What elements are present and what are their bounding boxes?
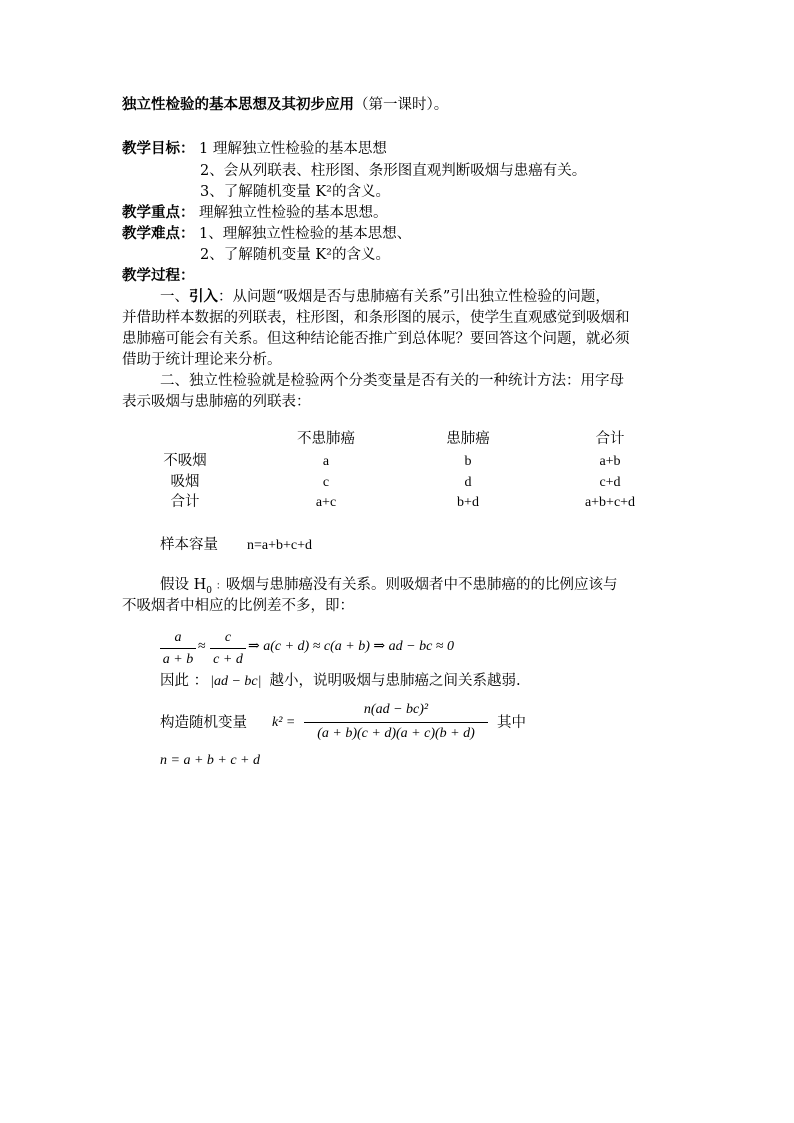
table-cell: a+c	[315, 495, 337, 510]
intro-line-1	[160, 290, 610, 305]
implication-chain: ⇒ a(c + d) ≈ c(a + b) ⇒ ad − bc ≈ 0	[248, 639, 454, 654]
table-cell: d	[464, 475, 472, 490]
fraction-numerator: c	[224, 630, 232, 645]
intro-line-3: 患肺癌可能会有关系。但这种结论能否推广到总体呢？要回答这个问题，就必须	[122, 331, 630, 347]
table-cell: c	[322, 475, 330, 490]
goal-item-1: 1 理解独立性检验的基本思想	[199, 141, 387, 157]
table-cell: a+b+c+d	[584, 495, 636, 510]
intro-bold: 引入	[189, 288, 218, 305]
process-label: 教学过程：	[122, 267, 195, 284]
difficulty-label: 教学难点：	[122, 225, 195, 242]
construct-suffix: 其中	[497, 715, 526, 731]
k-squared-denominator: (a + b)(c + d)(a + c)(b + d)	[317, 726, 475, 741]
k-squared-numerator: n(ad − bc)²	[363, 702, 429, 717]
goal-item-3: 3、了解随机变量 K²的含义。	[200, 184, 390, 200]
intro-line-4: 借助于统计理论来分析。	[122, 352, 282, 368]
key-point-text: 理解独立性检验的基本思想。	[199, 205, 388, 221]
sample-label: 样本容量	[160, 537, 218, 553]
hypothesis-colon: ：	[216, 581, 226, 592]
table-cell: c+d	[599, 475, 621, 490]
table-cell: a+b	[599, 454, 621, 469]
table-row-label: 合计	[170, 494, 200, 510]
fraction-denominator: c + d	[213, 652, 243, 667]
key-point-label: 教学重点：	[122, 204, 195, 221]
table-header: 不患肺癌	[297, 431, 355, 447]
table-header: 患肺癌	[446, 431, 490, 447]
difficulty-item-1: 1、理解独立性检验的基本思想、	[199, 226, 412, 242]
fraction-bar	[304, 722, 488, 723]
k-squared-lhs: k² =	[272, 715, 296, 730]
fraction-numerator: a	[174, 630, 182, 645]
table-cell: b+d	[457, 495, 479, 510]
table-cell: b	[464, 454, 472, 469]
hypothesis-prefix: 假设 H	[160, 577, 207, 593]
section2-line-2: 表示吸烟与患肺癌的列联表：	[122, 394, 311, 410]
approx-sign: ≈	[198, 639, 206, 654]
fraction-bar	[210, 648, 246, 649]
goal-item-2: 2、会从列联表、柱形图、条形图直观判断吸烟与患癌有关。	[200, 163, 587, 179]
therefore-prefix: 因此 ：	[160, 673, 209, 689]
n-definition: n = a + b + c + d	[160, 753, 261, 768]
page-title	[122, 98, 448, 113]
hypothesis-line-2: 不吸烟者中相应的比例差不多，即：	[122, 598, 354, 614]
fraction-denominator: a + b	[162, 652, 194, 667]
title-rest: （第一课时）。	[354, 97, 449, 113]
table-row-label: 不吸烟	[163, 453, 207, 469]
hypothesis-subscript: 0	[206, 585, 212, 596]
intro-line-2: 并借助样本数据的列联表，柱形图，和条形图的展示，使学生直观感觉到吸烟和	[122, 310, 630, 326]
table-row-label: 吸烟	[170, 474, 200, 490]
table-header: 合计	[595, 431, 625, 447]
therefore-line	[160, 674, 521, 689]
difficulty-item-2: 2、了解随机变量 K²的含义。	[200, 247, 390, 263]
sample-formula: n=a+b+c+d	[247, 538, 313, 553]
construct-label: 构造随机变量	[160, 715, 247, 731]
abs-ad-bc: |ad − bc|	[210, 674, 262, 689]
hypothesis-text: 吸烟与患肺癌没有关系。则吸烟者中不患肺癌的的比例应该与	[226, 577, 618, 593]
fraction-bar	[160, 648, 196, 649]
intro-prefix: 一、	[160, 289, 189, 305]
hypothesis-line-1	[160, 578, 618, 596]
intro-text: ：从问题“吸烟是否与患肺癌有关系”引出独立性检验的问题，	[218, 289, 610, 305]
title-bold: 独立性检验的基本思想及其初步应用	[122, 96, 354, 113]
table-cell: a	[322, 454, 330, 469]
section2-line-1: 二、独立性检验就是检验两个分类变量是否有关的一种统计方法：用字母	[160, 373, 624, 389]
goals-label: 教学目标：	[122, 140, 195, 157]
therefore-suffix: 越小，说明吸烟与患肺癌之间关系越弱.	[269, 673, 521, 689]
